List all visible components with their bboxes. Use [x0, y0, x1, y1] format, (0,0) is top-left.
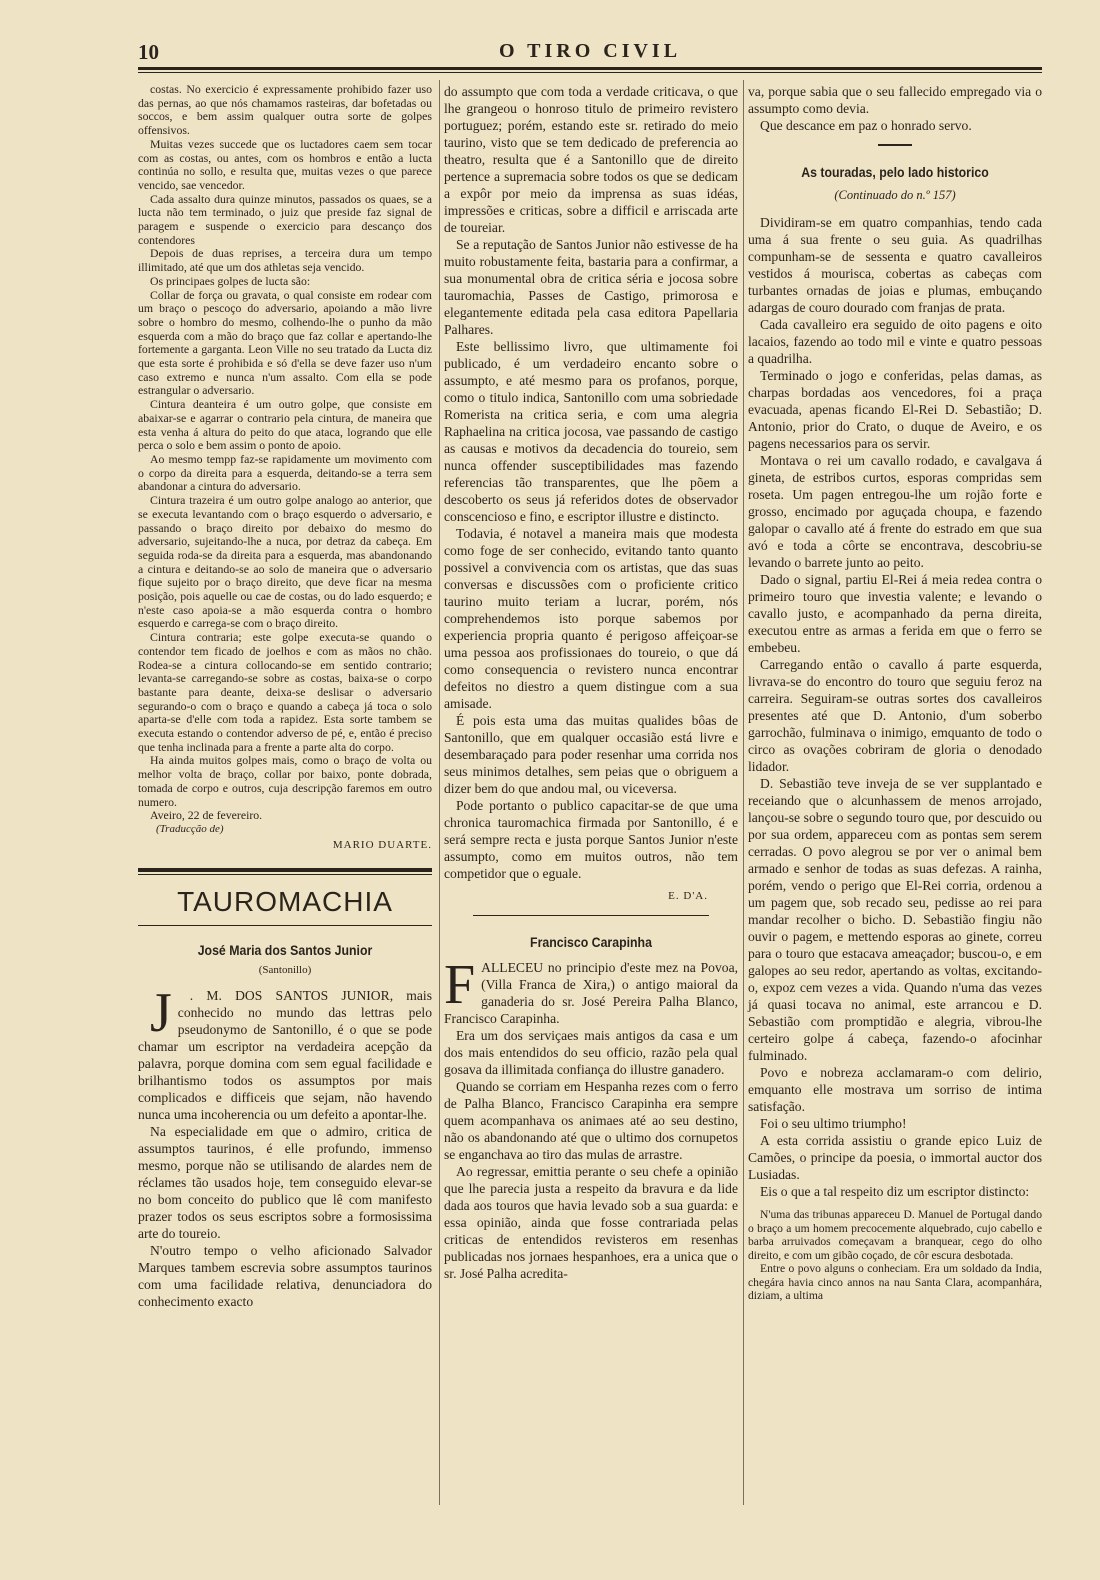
paragraph: Dividiram-se em quatro companhias, tendo cada uma á sua frente o seu guia. As quadrilhas compunham-se de sessenta e quatro cavalleiros vestidos á mourisca, cobertas as cabeças com turbantes ornadas de joias e plumas, embuçando adargas de couro dourado com franjas de prata. — [748, 215, 1042, 315]
paragraph: Os principaes golpes de lucta são: — [150, 273, 311, 288]
paragraph: do assumpto que com toda a verdade criticava, o que lhe grangeou o honroso titulo de primeiro revistero portuguez; porém, estando este sr. retirado do meio taurino, visto que se tem dedicado de preferencia ao theatro, resulta que é a Santonillo que de direito pertence a supremacia sobre todos os que se dedicam a expôr por meio da imprensa as suas idéas, impressões e criticas, sobre a difficil e arriscada arte de toureiar. — [444, 84, 738, 235]
paragraph: Pode portanto o publico capacitar-se de que uma chronica tauromachica firmada por Santonillo, é e será sempre recta e justa porque Santos Junior n'este assumpto, como em muitos outros, não tem competidor que o eguale. — [444, 798, 738, 881]
paragraph: N'outro tempo o velho aficionado Salvador Marques tambem escrevia sobre assumptos taurinos com uma facilidade relativa, denunciadora do conhecimento exacto — [138, 1243, 432, 1310]
article-separator — [473, 915, 708, 916]
lead-text: mais conhecido no mundo das lettras pelo pseudonymo de Santonillo, é o que se pode chamar um escriptor na verdadeira acepção da palavra, porque domina com sem egual facilidade e brilhantismo todos os assumptos por mais complicados e difficeis que sejam, não havendo nunca uma incoherencia ou um defeito a apontar-lhe. — [138, 988, 432, 1123]
column-3 — [748, 83, 1042, 1303]
translation-note: (Traducção de) — [156, 822, 224, 835]
dateline: Aveiro, 22 de fevereiro. — [150, 808, 263, 823]
paragraph: Cintura trazeira é um outro golpe analogo ao anterior, que se executa levantando com o braço esquerdo o adversario, e passando o braço direito por debaixo do mesmo do adversario, sujeitando-lhe a nuca, por detraz da cabeça. Em seguida roda-se da direita para a esquerda, mas abandonando a cintura e deitando-se ao solo de maneira que o adversario fique sujeito por o braço direito, que deve ficar na mesma posição, pois aquelle ou cae de costas, ou do lado esquerdo; e n'este caso apoia-se a mão esquerda contra o hombro esquerdo e carrega-se com o braço direito. — [138, 493, 432, 631]
paragraph: Terminado o jogo e conferidas, pelas damas, as charpas bordadas aos vencedores, foi a praça evacuada, apenas ficando El-Rei D. Sebastião; D. Antonio, prior do Crato, o duque de Aveiro, e os pagens necessarios para os servir. — [748, 368, 1042, 451]
paragraph: Na especialidade em que o admiro, critica de assumptos taurinos, é elle profundo, immenso mesmo, porque não se utilisando de alardes nem de réclames tão usados hoje, tem conseguido elevar-se no bom conceito do publico que lê com manifesto prazer todos os seus escriptos sobre a formosissima arte do toureio. — [138, 1124, 432, 1242]
section-rule-thick — [138, 868, 432, 872]
section-rule-below — [138, 925, 432, 926]
continued-note: (Continuado do n.º 157) — [834, 188, 956, 202]
paragraph: D. Sebastião teve inveja de se ver supplantado e receiando que o alcunhassem de menos arrojado, lançou-se sobre o segundo touro que, por descuido ou por sua ordem, appareceu com as pontas sem serem cerradas. O povo alegrou se por ver o animal bem armado e senhor de todas as suas defezas. A rainha, porém, vendo o perigo que El-Rei corria, ordenou a um pagem que, sob recado seu, pedisse ao rei para mandar recolher o bicho. D. Sebastião fingiu não ouvir o pagem, e mettendo esporas ao ginete, correu para o touro que estacava ameaçador; buscou-o, e em galopes ao seu redor, apertando as voltas, excitando-o, expoz cem vezes a vida. Quando n'uma das vezes já quasi tocava no animal, este arrancou e D. Sebastião com promptidão e alegria, vibrou-lhe certeiro golpe á cabeça, fazendo-o afocinhar fulminado. — [748, 776, 1042, 1063]
paragraph: É pois esta uma das muitas qualides bôas de Santonillo, que em qualquer occasião está livre e desembaraçado para poder resenhar uma corrida nos seus minimos detalhes, sem peias que o obriguem a dizer bem do que andou mal, ou viceversa. — [444, 713, 738, 796]
drop-cap: J — [150, 982, 172, 1045]
paragraph: Depois de duas reprises, a terceira dura um tempo illimitado, até que um dos athletas seja vencido. — [138, 246, 432, 275]
paragraph: Se a reputação de Santos Junior não estivesse de ha muito robustamente feita, bastaria para a confirmar, a sua monumental obra de critica séria e jocosa sobre tauromachia, Passes de Castigo, primorosa e elegantemente editada pela casa editora Papellaria Palhares. — [444, 237, 738, 337]
paragraph: A esta corrida assistiu o grande epico Luiz de Camões, o principe da poesia, o immortal auctor dos Lusiadas. — [748, 1133, 1042, 1182]
header-rule-thin — [138, 72, 1042, 73]
column-divider-2 — [743, 80, 744, 1505]
article-title: As touradas, pelo lado historico — [801, 164, 989, 180]
paragraph: Que descance em paz o honrado servo. — [760, 118, 972, 133]
paragraph: Este bellissimo livro, que ultimamente foi publicado, é um verdadeiro encanto sobre o assumpto, e até mesmo para os profanos, porque, como o titulo indica, Santonillo com uma sobriedade Romerista na critica seria, e com uma alegria Raphaelina na critica jocosa, vae passando de castigo as causas e motivos da decadencia do toureio, sem nunca offender susceptibilidades mas fazendo referencias tão transparentes, que lhe põem a descoberto os seus já referidos dotes de observador conscencioso e fino, e escriptor illustre e distincto. — [444, 339, 738, 524]
paragraph: Quando se corriam em Hespanha rezes com o ferro de Palha Blanco, Francisco Carapinha era sempre quem acompanhava os animaes até ao seu destino, não os abandonando até que o ultimo dos cornupetos se enganchava ao tiro das mulas de arrastre. — [444, 1079, 738, 1162]
header-rule-thick — [138, 67, 1042, 70]
paragraph: Era um dos serviçaes mais antigos da casa e um dos mais entendidos do seu officio, razão pela qual gosava da illimitada confiança do illustre ganadero. — [444, 1028, 738, 1077]
quote-paragraph: N'uma das tribunas appareceu D. Manuel de Portugal dando o braço a um homem precocemente alquebrado, cujo cabello e barba arruivados começavam a branquear, cego do olho direito, e com um gibão coçado, de côr escura desbotada. — [748, 1208, 1042, 1262]
paragraph: Foi o seu ultimo triumpho! — [760, 1116, 907, 1131]
paragraph: Montava o rei um cavallo rodado, e cavalgava á gineta, de estribos curtos, esporas compridas sem roseta. Um pagen entregou-lhe um rojão forte e grosso, encimado por aguçada choupa, e fazendo galopar o cavallo até á frente do estrado em que sua avó e toda a côrte se encontrava, descobriu-se levando o barrete junto ao peito. — [748, 453, 1042, 570]
paragraph: Cada assalto dura quinze minutos, passados os quaes, se a lucta não tem terminado, o juiz que preside faz signal de paragem e suspende o exercicio para descanço dos contendores — [138, 191, 432, 247]
paragraph: va, porque sabia que o seu fallecido empregado via o assumpto como devia. — [748, 84, 1042, 116]
author-signature: E. D'A. — [668, 890, 708, 902]
paragraph: Cintura deanteira é um outro golpe, que consiste em abaixar-se e agarrar o contrario pela cintura, de maneira que esta venha á altura do peito do que ataca, logrando que elle perca o solo e bem assim o ponto de apoio. — [138, 397, 432, 453]
paragraph: Povo e nobreza acclamaram-o com delirio, emquanto elle mostrava um sorriso de intima satisfação. — [748, 1065, 1042, 1114]
section-rule-thin — [138, 874, 432, 875]
drop-cap: F — [444, 954, 476, 1016]
lead-paragraph — [138, 982, 432, 1123]
author-signature: MARIO DUARTE. — [332, 838, 432, 851]
paragraph: Cada cavalleiro era seguido de oito pagens e oito lacaios, fazendo ao todo mil e vinte e quatro pessoas a quadrilha. — [748, 317, 1042, 366]
column-1 — [138, 83, 432, 1310]
paragraph: Todavia, é notavel a maneira mais que modesta como foge de ser conhecido, evitando tanto quanto possivel a convivencia com os artistas, que das suas conversas e discussões com o proficiente critico taurino muito teriam a lucrar, porém, nós comprehendemos isto porque sabemos por experiencia propria quanto é perigoso affeiçoar-se uma pessoa aos profissionaes do toureio, o que dá como consequencia o revistero nunca encontrar defeitos no diestro a quem distingue com a sua amisade. — [444, 526, 738, 711]
quoted-passage — [748, 1208, 1042, 1303]
paragraph: costas. No exercicio é expressamente prohibido fazer uso das pernas, ao que nós chamamos rasteiras, dar bofetadas ou soccos, e bem assim qualquer outra sorte de golpes offensivos. — [138, 82, 432, 138]
paragraph: Carregando então o cavallo á parte esquerda, livrava-se do encontro do touro que seguiu feroz na carreira. Seguiram-se outras sortes dos cavalleiros presentes até que D. Antonio, d'um soberbo garrochão, fulminava o inimigo, emquanto de todo o circo as ovações cobriram de gloria o denodado lidador. — [748, 657, 1042, 774]
article-title: Francisco Carapinha — [530, 934, 652, 950]
paragraph: Ha ainda muitos golpes mais, como o braço de volta ou melhor volta de braço, collar por baixo, ponte dobrada, tomada de corpo e outros, cuja descripção faremos em outro numero. — [138, 753, 432, 809]
lead-caps: ALLECEU — [481, 960, 544, 975]
article-subtitle: (Santonillo) — [258, 963, 312, 976]
paragraph: Cintura contraria; este golpe executa-se quando o contendor tem ficado de joelhos e com as mãos no chão. Rodea-se a cintura collocando-se em sentido contrario; levanta-se carregando-se sobre as costas, baixa-se o corpo bastante para deante, deixa-se deslisar o adversario segurando-o com o braço e quando a cabeça já toca o solo aparta-se d'elle com toda a rapidez. Esta sorte tambem se executa estando o contendor adverso de pé, e, então é preciso que tenha inclinada para a frente a parte alta do corpo. — [138, 630, 432, 754]
column-2 — [444, 83, 738, 1282]
column-divider-1 — [439, 80, 440, 1505]
paragraph: Ao mesmo tempp faz-se rapidamente um movimento com o corpo da direita para a esquerda, deitando-se a terra sem abandonar a cintura do adversario. — [138, 451, 432, 494]
newspaper-title: O TIRO CIVIL — [498, 40, 682, 62]
paragraph: Ao regressar, emittia perante o seu chefe a opinião que lhe parecia justa a respeito da bravura e da lide dada aos touros que havia levado sob a sua guarda: e essa opinião, ainda que fosse contrariada pelas criticas de entendidos revisteros em resenhas publicadas nos jornaes hespanhoes, era a unica que o sr. José Palha acredita- — [444, 1164, 738, 1281]
article-title: José Maria dos Santos Junior — [197, 942, 373, 959]
paragraph: Eis o que a tal respeito diz um escriptor distincto: — [760, 1184, 1030, 1199]
quote-paragraph: Entre o povo alguns o conheciam. Era um soldado da India, chegára havia cinco annos na nau Santa Clara, acompanhára, diziam, a ultima — [748, 1262, 1042, 1302]
lead-paragraph — [444, 954, 738, 1027]
short-rule — [878, 144, 912, 146]
paragraph: Muitas vezes succede que os luctadores caem sem tocar com as costas, ou antes, com os hombros e então a lucta continúa no sollo, e resulta que, muitas vezes o que parece vencido, sae vencedor. — [138, 136, 432, 192]
paragraph: Dado o signal, partiu El-Rei á meia redea contra o primeiro touro que investia valente; e levando o cavallo justo, e acompanhado da perna direita, executou entre as armas a ferida em que o ferro se embebeu. — [748, 572, 1042, 655]
page-number: 10 — [138, 40, 159, 64]
lead-text: no principio d'este mez na Povoa, (Villa Franca de Xira,) o antigo maioral da ganaderia do sr. José Pereira Palha Blanco, Francisco Carapinha. — [444, 960, 738, 1026]
lead-caps: . M. DOS SANTOS JUNIOR, — [189, 988, 394, 1004]
section-title: TAUROMACHIA — [177, 886, 393, 918]
paragraph: Collar de força ou gravata, o qual consiste em rodear com um braço o pescoço do adversario, apoiando a mão livre sobre o hombro do mesmo, colhendo-lhe o punho da mão esquerda com a mão do braço que faz collar e apertando-lhe fortemente a garganta. Leon Ville no seu tratado da Lucta diz que esta sorte é prohibida e só d'ella se deve fazer uso n'um caso extremo e nunca n'um assalto. Com ella se pode estrangular o adversario. — [138, 287, 432, 398]
